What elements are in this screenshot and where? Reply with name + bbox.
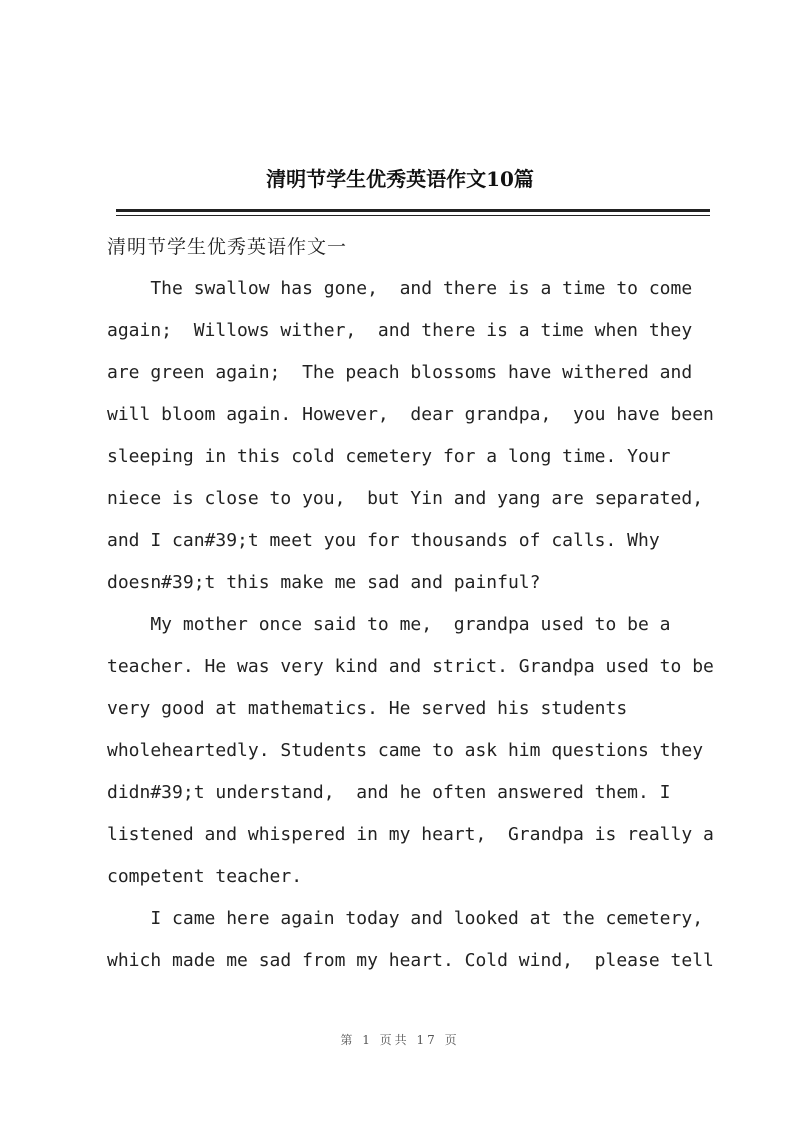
document-title: 清明节学生优秀英语作文10篇 [266,167,534,191]
body-line: listened and whispered in my heart, Grandpa is really a [107,824,714,845]
body-line: sleeping in this cold cemetery for a long time. Your [107,446,671,467]
section-heading: 清明节学生优秀英语作文一 [107,236,348,258]
title-rule-thin [116,215,710,216]
body-line: I came here again today and looked at the cemetery, [107,908,704,929]
body-line: wholeheartedly. Students came to ask him questions they [107,740,704,761]
body-line: which made me sad from my heart. Cold wind, please tell [107,950,714,971]
body-line: didn#39;t understand, and he often answered them. I [107,782,671,803]
body-line: are green again; The peach blossoms have withered and [107,362,693,383]
body-line: niece is close to you, but Yin and yang are separated, [107,488,704,509]
body-line: The swallow has gone, and there is a time to come [107,278,693,299]
page-footer: 第 1 页共 17 页 [340,1033,460,1047]
body-line: and I can#39;t meet you for thousands of calls. Why [107,530,660,551]
body-line: My mother once said to me, grandpa used to be a [107,614,671,635]
title-rule-thick [116,209,710,212]
document-body [107,226,714,982]
body-line: competent teacher. [107,866,303,887]
body-line: will bloom again. However, dear grandpa, you have been [107,404,714,425]
body-line: doesn#39;t this make me sad and painful? [107,572,541,593]
body-line: teacher. He was very kind and strict. Grandpa used to be [107,656,714,677]
body-line: very good at mathematics. He served his students [107,698,628,719]
body-line: again; Willows wither, and there is a time when they [107,320,693,341]
